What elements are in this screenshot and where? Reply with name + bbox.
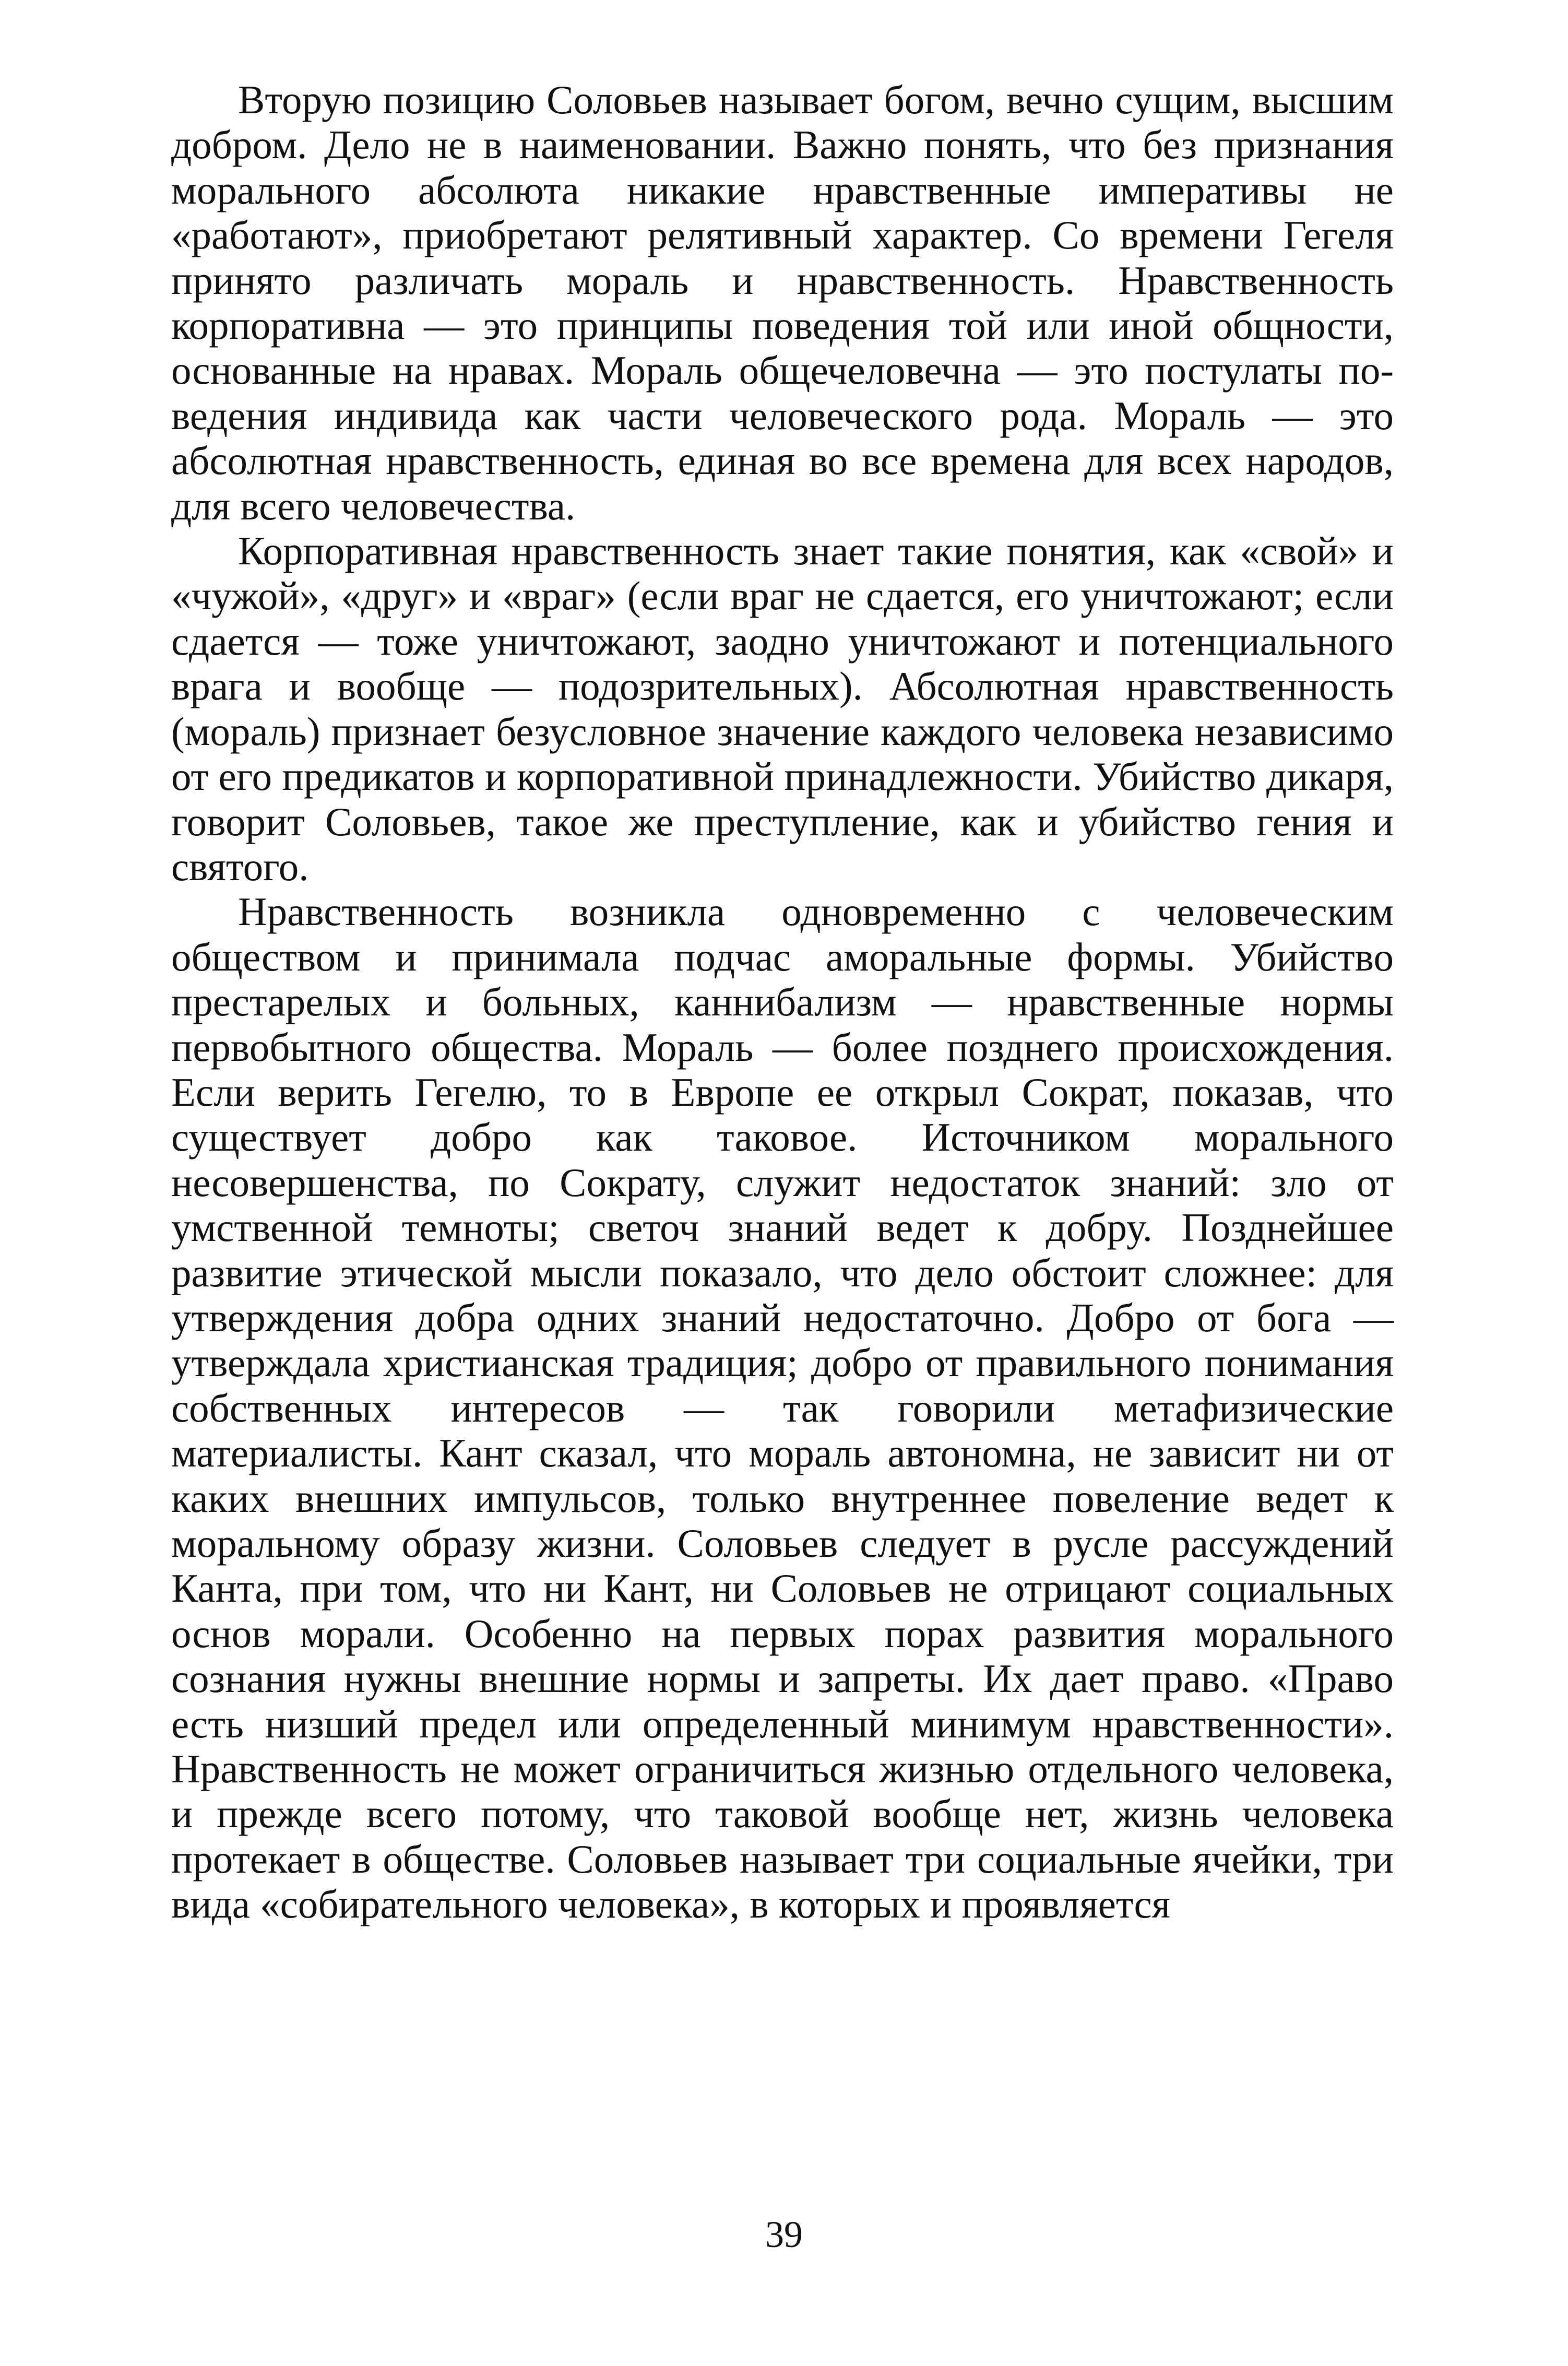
body-text	[171, 77, 1394, 1927]
paragraph: Корпоративная нравственность знает такие понятия, как «свой» и «чужой», «друг» и «враг» (если враг не сдается, его уничтожают; если сдается — тоже уничтожают, заодно уничтожают и потенциального врага и вообще — подозрительных). Абсолютная нравственность (мораль) признает безусловное значение каждого человека независимо от его предикатов и корпоративной принадлежности. Убийство дикаря, говорит Соловьев, такое же преступление, как и убийство гения и святого.	[171, 528, 1394, 889]
page-number: 39	[765, 2214, 803, 2255]
paragraph: Вторую позицию Соловьев называет богом, вечно сущим, высшим добром. Дело не в наименовании. Важно понять, что без признания морального абсолюта никакие нравственные императивы не «работают», приобретают релятивный характер. Со времени Гегеля принято различать мораль и нравственность. Нравственность корпоративна — это принципы поведения той или иной общности, основанные на нравах. Мораль общечеловечна — это постулаты поведения индивида как части человеческого рода. Мораль — это абсолютная нравственность, единая во все времена для всех народов, для всего человечества.	[171, 77, 1394, 528]
paragraph: Нравственность возникла одновременно с человеческим обществом и принимала подчас аморальные формы. Убийство престарелых и больных, каннибализм — нравственные нормы первобытного общества. Мораль — более позднего происхождения. Если верить Гегелю, то в Европе ее открыл Сократ, показав, что существует добро как таковое. Источником морального несовершенства, по Сократу, служит недостаток знаний: зло от умственной темноты; светоч знаний ведет к добру. Позднейшее развитие этической мысли показало, что дело обстоит сложнее: для утверждения добра одних знаний недостаточно. Добро от бога — утверждала христианская традиция; добро от правильного понимания собственных интересов — так говорили метафизические материалисты. Кант сказал, что мораль автономна, не зависит ни от каких внешних импульсов, только внутреннее повеление ведет к моральному образу жизни. Соловьев следует в русле рассуждений Канта, при том, что ни Кант, ни Соловьев не отрицают социальных основ морали. Особенно на первых порах развития морального сознания нужны внешние нормы и запреты. Их дает право. «Право есть низший предел или определенный минимум нравственности». Нравственность не может ограничиться жизнью отдельного человека, и прежде всего потому, что таковой вообще нет, жизнь человека протекает в обществе. Соловьев называет три социальные ячейки, три вида «собирательного человека», в которых и проявляется	[171, 889, 1394, 1927]
